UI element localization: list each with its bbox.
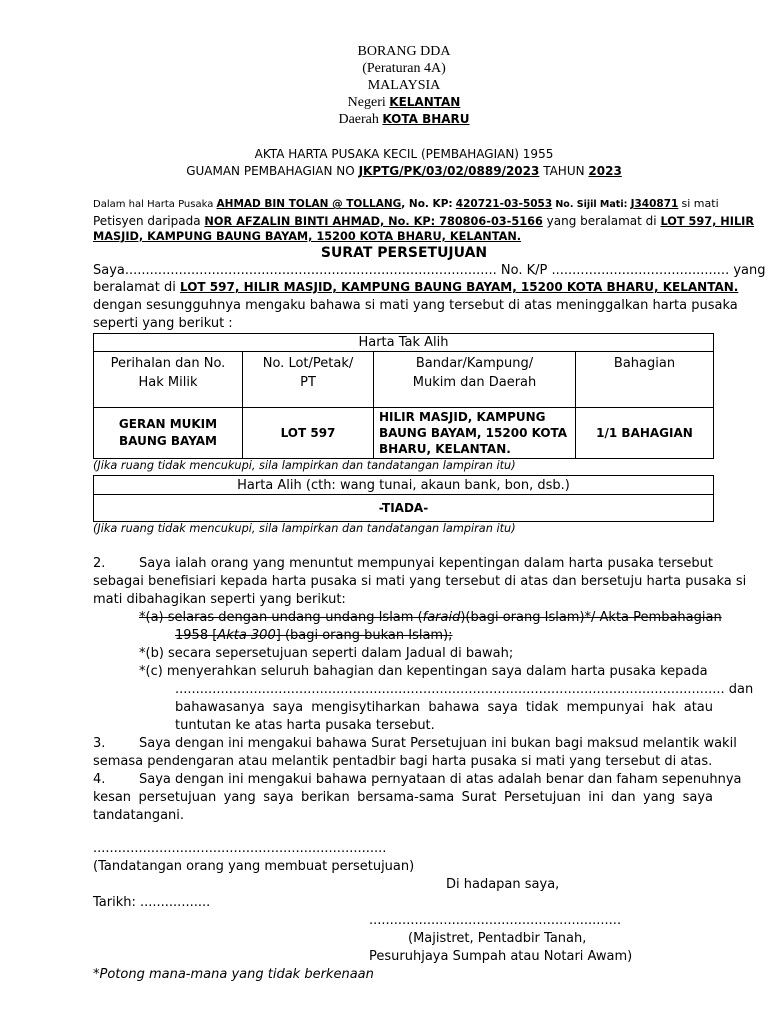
option-a-text: *(a) selaras dengan undang-undang Islam ( [139, 610, 423, 625]
immovable-title: Harta Tak Alih [94, 334, 714, 352]
form-district [0, 112, 768, 128]
tahun-value: 2023 [588, 164, 622, 178]
col-header-title: Perihalan dan No. Hak Milik [94, 352, 243, 408]
signature-dots: ....................................................................... [93, 841, 387, 856]
signature-label: (Tandatangan orang yang membuat persetujuan) [93, 859, 415, 874]
petitioner-address-a: LOT 597, HILIR [660, 215, 755, 228]
col-header-location: Bandar/Kampung/ Mukim dan Daerah [374, 352, 576, 408]
tahun-label: TAHUN [543, 164, 585, 178]
para2-option-a-line-2 [175, 628, 453, 643]
petitioner-address-b: MASJID, KAMPUNG BAUNG BAYAM, 15200 KOTA BHARU, KELANTAN. [93, 230, 522, 243]
cell-share: 1/1 BAHAGIAN [576, 408, 714, 459]
death-cert-label: No. Sijil Mati: [555, 199, 628, 210]
option-a-text-3: 1958 [ [175, 628, 218, 643]
consent-line-4: seperti yang berikut : [93, 316, 233, 331]
consent-line-3: dengan sesungguhnya mengaku bahawa si mati yang tersebut di atas meninggalkan harta pusaka [93, 298, 738, 313]
movable-title: Harta Alih (cth: wang tunai, akaun bank, bon, dsb.) [94, 476, 714, 495]
district-label: Daerah [338, 112, 379, 127]
consent-saya-line: Saya.......................................................................................... No. K/P ........................................... yang [93, 263, 766, 278]
para3-num: 3. [93, 736, 106, 751]
tarikh: Tarikh: ................. [93, 895, 211, 910]
para2-line-1: Saya ialah orang yang menuntut mempunyai kepentingan dalam harta pusaka tersebut [139, 556, 713, 571]
witness-dots: ............................................................. [369, 913, 622, 928]
consent-address-label: beralamat di [93, 280, 176, 295]
para3-line-1: Saya dengan ini mengakui bahawa Surat Persetujuan ini bukan bagi maksud melantik wakil [139, 736, 737, 751]
footnote: *Potong mana-mana yang tidak berkenaan [93, 967, 374, 982]
para4-line-1: Saya dengan ini mengakui bahawa pernyataan di atas adalah benar dan faham sepenuhnya [139, 772, 742, 787]
petitioner-address-label: yang beralamat di [546, 214, 657, 228]
witness-title-1: (Majistret, Pentadbir Tanah, [408, 931, 587, 946]
consent-title: SURAT PERSETUJUAN [320, 245, 488, 261]
petition-label: Petisyen daripada [93, 214, 201, 228]
option-a-text-2: )(bagi orang Islam)*/ Akta Pembahagian [460, 610, 722, 625]
estate-intro: Dalam hal Harta Pusaka [93, 199, 214, 210]
para2-option-b: *(b) secara sepersetujuan seperti dalam Jadual di bawah; [139, 646, 514, 661]
estate-line-2 [93, 214, 755, 228]
para3-line-2: semasa pendengaran atau melantik pentadbir bagi harta pusaka si mati yang tersebut di atas. [93, 754, 713, 769]
movable-value: -TIADA- [94, 495, 714, 522]
col-header-lot: No. Lot/Petak/ PT [243, 352, 374, 408]
deceased-kp-label: , No. KP: [401, 198, 453, 210]
guaman-number: JKPTG/PK/03/02/0889/2023 [358, 164, 540, 178]
form-state [0, 95, 768, 111]
state-value: KELANTAN [389, 95, 461, 109]
form-title: BORANG DDA [357, 44, 451, 59]
consent-address: LOT 597, HILIR MASJID, KAMPUNG BAUNG BAYAM, 15200 KOTA BHARU, KELANTAN. [180, 280, 739, 294]
option-a-faraid: faraid [422, 610, 461, 625]
para2-option-c: *(c) menyerahkan seluruh bahagian dan kepentingan saya dalam harta pusaka kepada [139, 664, 708, 679]
movable-table [93, 475, 714, 522]
immovable-note: (Jika ruang tidak mencukupi, sila lampirkan dan tandatangan lampiran itu) [93, 459, 516, 472]
movable-note: (Jika ruang tidak mencukupi, sila lampirkan dan tandatangan lampiran itu) [93, 522, 516, 535]
para2-line-3: mati dibahagikan seperti yang berikut: [93, 592, 346, 607]
col-header-share: Bahagian [576, 352, 714, 408]
petitioner: NOR AFZALIN BINTI AHMAD, No. KP: 780806-03-5166 [204, 215, 543, 228]
para2-option-c-line-3: tuntutan ke atas harta pusaka tersebut. [175, 718, 435, 733]
option-a-akta: Akta 300 [217, 628, 276, 643]
state-label: Negeri [347, 95, 386, 110]
deceased-kp: 420721-03-5053 [455, 198, 553, 210]
para4-line-2: kesan persetujuan yang saya berikan bersama-sama Surat Persetujuan ini dan yang saya [93, 790, 713, 805]
para4-num: 4. [93, 772, 106, 787]
immovable-table [93, 333, 714, 459]
estate-line-1 [93, 197, 719, 210]
form-regulation: (Peraturan 4A) [362, 61, 446, 76]
si-mati-label: si mati [681, 197, 719, 210]
para2-option-c-line-2: bahawasanya saya mengisytiharkan bahawa saya tidak mempunyai hak atau [175, 700, 713, 715]
district-value: KOTA BHARU [382, 112, 470, 126]
form-country: MALAYSIA [367, 78, 441, 93]
act-title: AKTA HARTA PUSAKA KECIL (PEMBAHAGIAN) 1955 [254, 147, 554, 161]
witness-title-2: Pesuruhjaya Sumpah atau Notari Awam) [369, 949, 633, 964]
deceased-name: AHMAD BIN TOLAN @ TOLLANG [216, 198, 402, 210]
cell-title: GERAN MUKIM BAUNG BAYAM [94, 408, 243, 459]
para2-num: 2. [93, 556, 106, 571]
para4-line-3: tandatangani. [93, 808, 185, 823]
cell-location: HILIR MASJID, KAMPUNG BAUNG BAYAM, 15200 KOTA BHARU, KELANTAN. [374, 408, 576, 459]
guaman-line [0, 164, 768, 178]
para2-line-2: sebagai benefisiari kepada harta pusaka si mati yang tersebut di atas dan bersetuju harta pusaka si [93, 574, 747, 589]
death-cert-no: J340871 [630, 198, 679, 210]
guaman-label: GUAMAN PEMBAHAGIAN NO [186, 164, 355, 178]
para2-option-c-dots: ..................................................................................................................................... dan [175, 682, 754, 697]
consent-address-line [93, 280, 738, 295]
option-a-text-4: ] (bagi orang bukan Islam); [275, 628, 453, 643]
cell-lot: LOT 597 [243, 408, 374, 459]
para2-option-a-line-1 [139, 610, 722, 625]
di-hadapan-saya: Di hadapan saya, [446, 877, 560, 892]
